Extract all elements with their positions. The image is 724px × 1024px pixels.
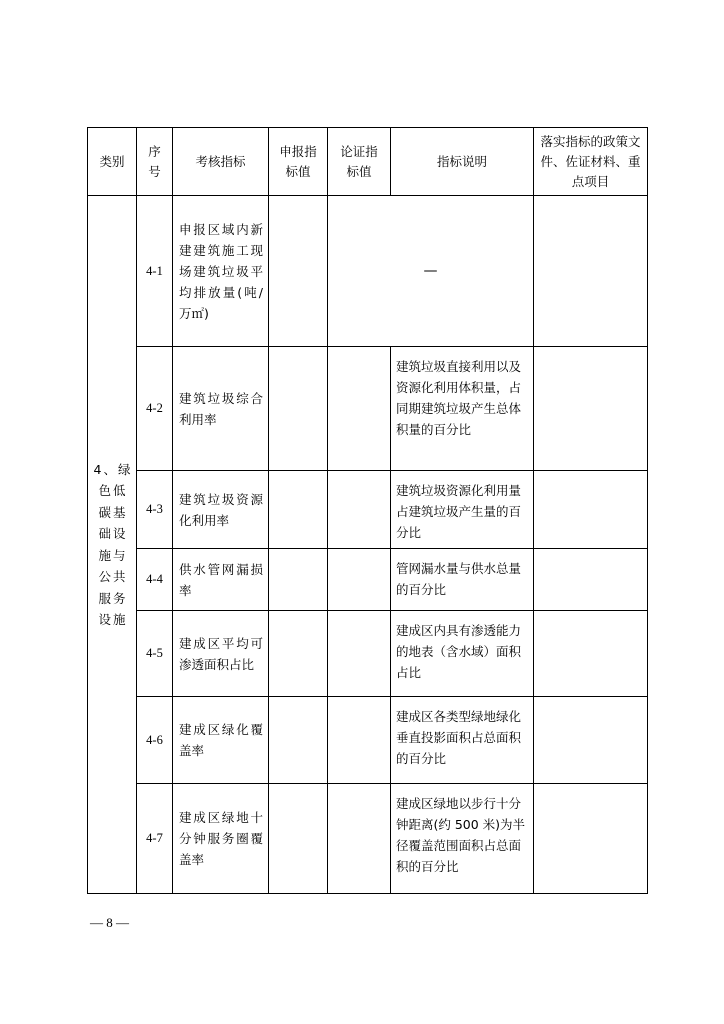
row-description: 建筑垃圾直接利用以及资源化利用体积量，占同期建筑垃圾产生总体积量的百分比 [391, 347, 534, 471]
row-description: 建成区各类型绿地绿化垂直投影面积占总面积的百分比 [391, 697, 534, 784]
row-policy [534, 611, 648, 697]
row-verified [328, 549, 391, 611]
row-indicator: 建筑垃圾综合利用率 [173, 347, 269, 471]
table-row [88, 471, 648, 549]
header-policy: 落实指标的政策文件、佐证材料、重点项目 [534, 128, 648, 196]
row-number: 4-4 [137, 549, 173, 611]
category-cell: 4、绿色低碳基础设施与公共服务设施 [88, 196, 137, 894]
row-description: 建成区内具有渗透能力的地表（含水域）面积占比 [391, 611, 534, 697]
row-verified [328, 347, 391, 471]
row-indicator: 供水管网漏损率 [173, 549, 269, 611]
row-declared [269, 471, 328, 549]
row-indicator: 申报区域内新建建筑施工现场建筑垃圾平均排放量(吨/万㎡) [173, 196, 269, 347]
row-number: 4-6 [137, 697, 173, 784]
row-policy [534, 549, 648, 611]
row-description: 建筑垃圾资源化利用量占建筑垃圾产生量的百分比 [391, 471, 534, 549]
row-number: 4-2 [137, 347, 173, 471]
row-policy [534, 784, 648, 894]
row-number: 4-3 [137, 471, 173, 549]
header-row [88, 128, 648, 196]
row-indicator: 建成区平均可渗透面积占比 [173, 611, 269, 697]
table-row [88, 611, 648, 697]
row-verified [328, 611, 391, 697]
table-row [88, 196, 648, 347]
row-policy [534, 196, 648, 347]
page-number: — 8 — [90, 915, 129, 930]
header-number: 序号 [137, 128, 173, 196]
row-indicator: 建筑垃圾资源化利用率 [173, 471, 269, 549]
row-declared [269, 196, 328, 347]
row-description: — [328, 196, 534, 347]
header-indicator: 考核指标 [173, 128, 269, 196]
row-verified [328, 471, 391, 549]
row-declared [269, 611, 328, 697]
row-policy [534, 471, 648, 549]
table-row [88, 347, 648, 471]
row-policy [534, 347, 648, 471]
row-indicator: 建成区绿地十分钟服务圈覆盖率 [173, 784, 269, 894]
row-description: 管网漏水量与供水总量的百分比 [391, 549, 534, 611]
header-declared: 申报指标值 [269, 128, 328, 196]
header-description: 指标说明 [391, 128, 534, 196]
row-description: 建成区绿地以步行十分钟距离(约 500 米)为半径覆盖范围面积占总面积的百分比 [391, 784, 534, 894]
row-indicator: 建成区绿化覆盖率 [173, 697, 269, 784]
table-row [88, 549, 648, 611]
row-number: 4-5 [137, 611, 173, 697]
header-category: 类别 [88, 128, 137, 196]
table-row [88, 784, 648, 894]
row-number: 4-7 [137, 784, 173, 894]
row-declared [269, 697, 328, 784]
table-row [88, 697, 648, 784]
row-policy [534, 697, 648, 784]
row-declared [269, 347, 328, 471]
row-declared [269, 784, 328, 894]
indicator-table [87, 127, 648, 894]
header-verified: 论证指标值 [328, 128, 391, 196]
row-verified [328, 784, 391, 894]
row-verified [328, 697, 391, 784]
row-number: 4-1 [137, 196, 173, 347]
row-declared [269, 549, 328, 611]
